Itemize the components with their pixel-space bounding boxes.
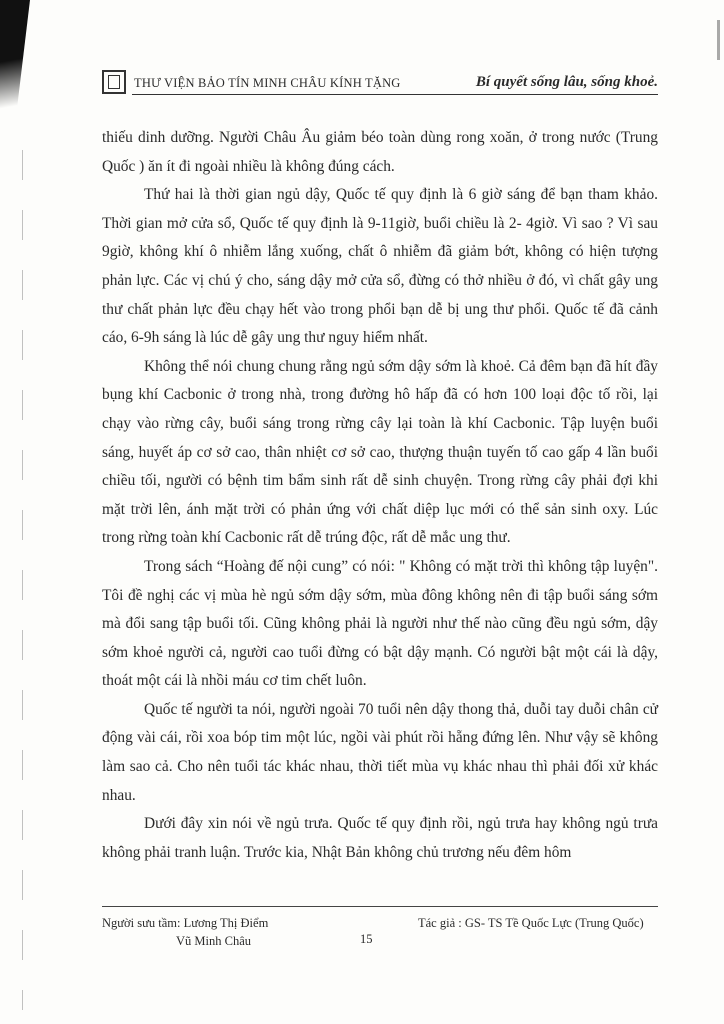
scan-edge-mark: [717, 20, 720, 60]
scan-shadow: [0, 0, 30, 150]
footer-collector-2: Vũ Minh Châu: [176, 934, 251, 948]
page-number: 15: [360, 932, 373, 946]
paragraph: Trong sách “Hoàng đế nội cung” có nói: " Không có mặt trời thì không tập luyện". Tôi đề nghị các vị mùa hè ngủ sớm dậy sớm, mùa đông không nên đi tập buổi sáng sớm mà đổi sang tập buổi tối. Cũng không phải là người như thế nào cũng đều ngủ sớm, dậy sớm khoẻ người cả, người cao tuổi đừng có bật dậy mạnh. Có người bật một cái là dậy, thoát một cái là nhồi máu cơ tim chết luôn.: [102, 557, 658, 690]
paragraph: thiếu dinh dưỡng. Người Châu Âu giảm béo toàn dùng rong xoăn, ở trong nước (Trung Quốc ) ăn ít đi ngoài nhiều là không đúng cách.: [102, 129, 658, 175]
page-header: [102, 70, 658, 100]
paragraph: Dưới đây xin nói về ngủ trưa. Quốc tế quy định rồi, ngủ trưa hay không ngủ trưa không phải tranh luận. Trước kia, Nhật Bản không chủ trương nếu đêm hôm: [102, 815, 658, 861]
paragraph: Quốc tế người ta nói, người ngoài 70 tuổi nên dậy thong thả, duỗi tay duỗi chân cử động vài cái, rồi xoa bóp tim một lúc, ngồi vài phút rồi hẵng đứng lên. Như vậy sẽ không làm sao cả. Cho nên tuổi tác khác nhau, thời tiết mùa vụ khác nhau thì phải đối xử khác nhau.: [102, 700, 658, 804]
body-text: [102, 124, 658, 867]
footer-author: Tác giả : GS- TS Tề Quốc Lực (Trung Quốc): [418, 916, 644, 930]
paragraph: Không thể nói chung chung rằng ngủ sớm dậy sớm là khoẻ. Cả đêm bạn đã hít đầy bụng khí Cacbonic ở trong nhà, trong đường hô hấp đã có hơn 100 loại độc tố rồi, lại chạy vào rừng cây, buổi sáng trong rừng cây lại toàn là khí Cacbonic. Tập luyện buổi sáng, huyết áp cơ sở cao, thân nhiệt cơ sở cao, thượng thuận tuyến tố cao gấp 4 lần buổi chiều tối, người có bệnh tim bẩm sinh rất dễ sinh chuyện. Trong rừng cây phải đợi khi mặt trời lên, ánh mặt trời có phản ứng với chất diệp lục mới có thể sản sinh oxy. Lúc trong rừng toàn khí Cacbonic rất dễ trúng độc, rất dễ mắc ung thư.: [102, 357, 658, 547]
header-library-title: THƯ VIỆN BẢO TÍN MINH CHÂU KÍNH TẶNG: [134, 76, 401, 90]
scan-edge-line: [22, 150, 23, 1010]
paragraph: Thứ hai là thời gian ngủ dậy, Quốc tế quy định là 6 giờ sáng để bạn tham khảo. Thời gian mở cửa sổ, Quốc tế quy định là 9-11giờ, buổi chiều là 2- 4giờ. Vì sao ? Vì sau 9giờ, không khí ô nhiễm lắng xuống, chất ô nhiễm đã giảm bớt, không có hiện tượng phản lực. Các vị chú ý cho, sáng dậy mở cửa sổ, đừng có thở nhiều ở đó, vì chất gây ung thư chất phản lực đều chạy hết vào trong phổi bạn dễ bị ung thư phổi. Quốc tế đã cảnh cáo, 6-9h sáng là lúc dễ gây ung thư nguy hiểm nhất.: [102, 186, 658, 347]
library-logo-icon: [102, 70, 126, 94]
header-rule: [132, 94, 658, 95]
footer-collector: Người sưu tầm: Lương Thị Điểm: [102, 916, 269, 930]
footer-rule: [102, 906, 658, 907]
header-book-title: Bí quyết sống lâu, sống khoẻ.: [475, 74, 658, 90]
library-logo-inner: [108, 75, 120, 89]
